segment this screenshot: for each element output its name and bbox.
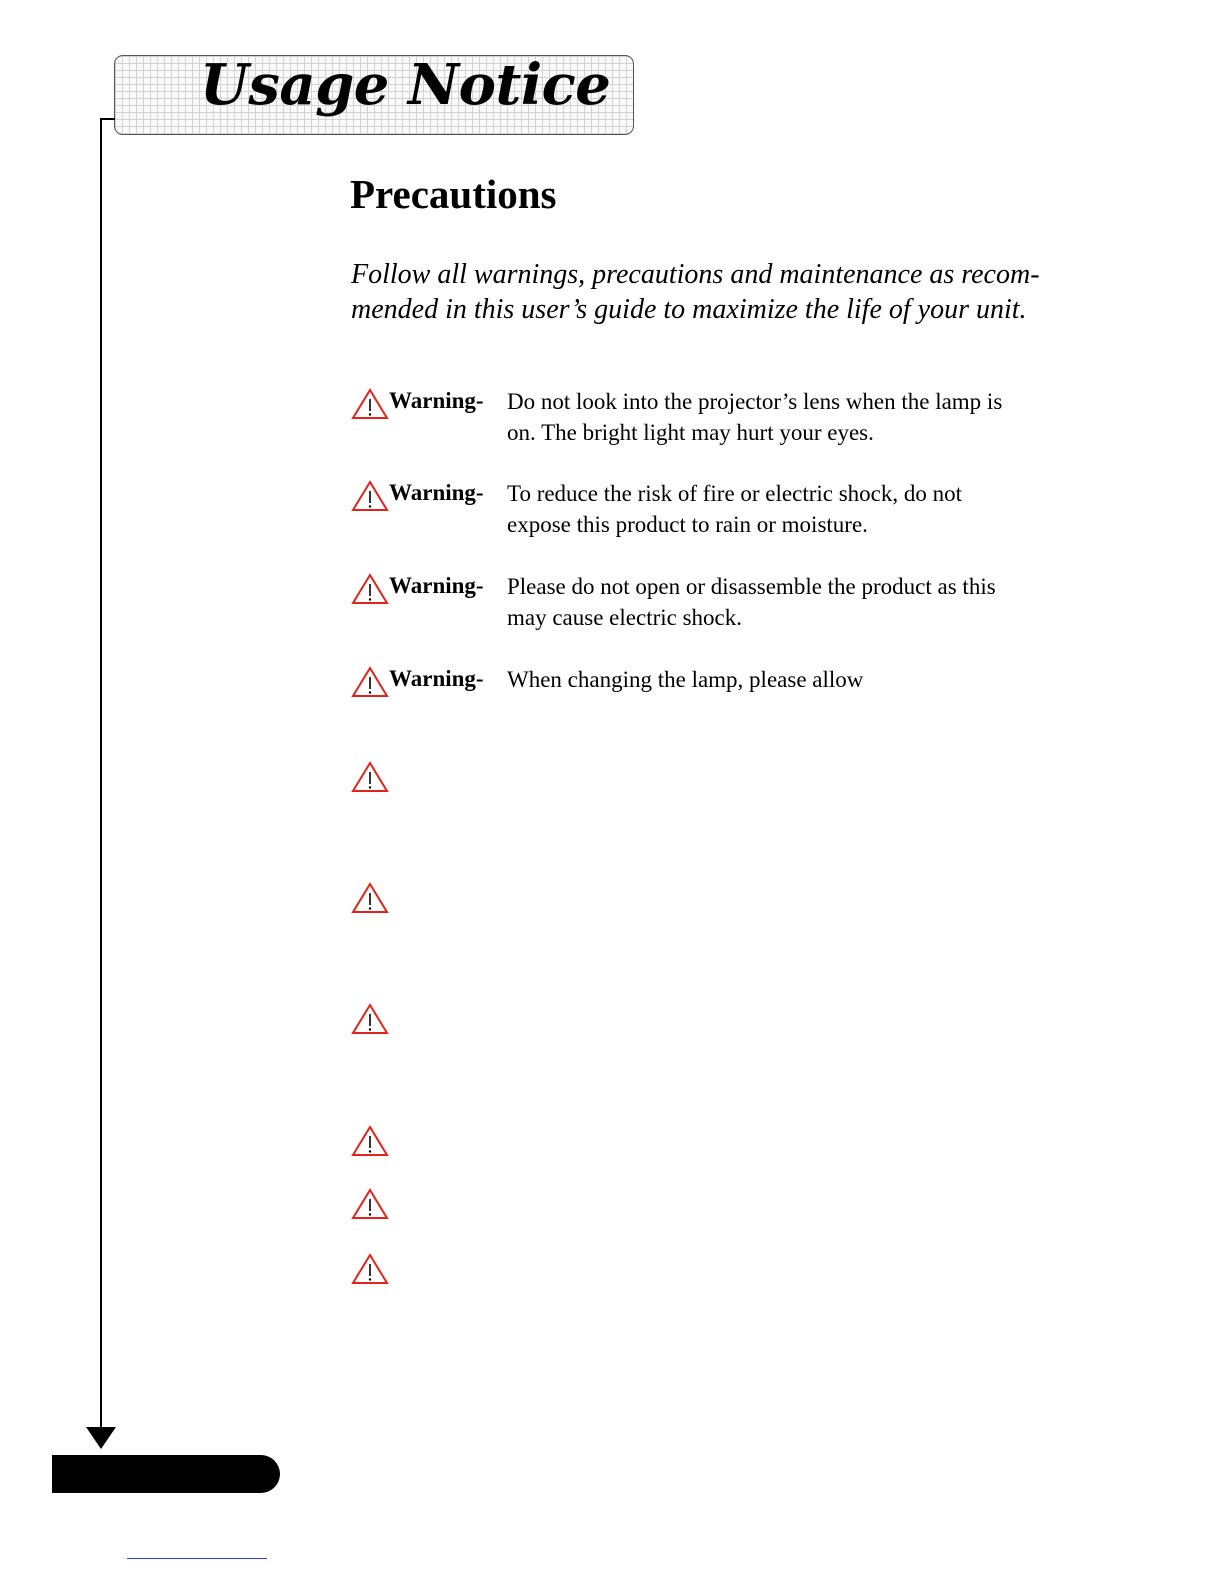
warning-triangle-icon [351,761,389,793]
warning-text [507,571,1107,633]
warning-triangle-icon [351,573,389,605]
flow-line-hook [100,118,115,120]
warning-label: Warning- [389,573,484,598]
warning-text-line: To reduce the risk of fire or electric shock, do not [507,481,963,506]
warning-triangle-icon [351,1003,389,1035]
intro-line: mended in this user’s guide to maximize the life of your unit. [351,294,1027,325]
page-header-title: Usage Notice [200,52,611,118]
warning-text-line: Do not look into the projector’s lens when the lamp is [507,389,1003,414]
page-number-tab [52,1455,280,1493]
warning-text-line: on. The bright light may hurt your eyes. [507,420,874,445]
warning-triangle-icon [351,480,389,512]
warning-triangle-icon [351,1253,389,1285]
warning-triangle-icon [351,388,389,420]
warning-text-line: expose this product to rain or moisture. [507,512,868,537]
warning-label: Warning- [389,480,484,505]
warning-text-line: When changing the lamp, please allow [507,667,864,692]
intro-line: Follow all warnings, precautions and maintenance as recom- [351,259,1040,290]
warning-label: Warning- [389,666,484,691]
warning-text-line: may cause electric shock. [507,605,742,630]
warning-triangle-icon [351,1125,389,1157]
warning-text-line: Please do not open or disassemble the product as this [507,574,996,599]
warning-text [507,386,1107,448]
down-arrow-icon [86,1427,116,1449]
warning-text [507,664,1107,695]
footer-link-underline [127,1558,267,1559]
section-title: Precautions [350,171,557,217]
warning-label: Warning- [389,388,484,413]
warning-triangle-icon [351,1188,389,1220]
flow-line [100,119,102,1429]
warning-text [507,478,1107,540]
intro-paragraph [351,257,1091,327]
warning-triangle-icon [351,666,389,698]
warning-triangle-icon [351,882,389,914]
